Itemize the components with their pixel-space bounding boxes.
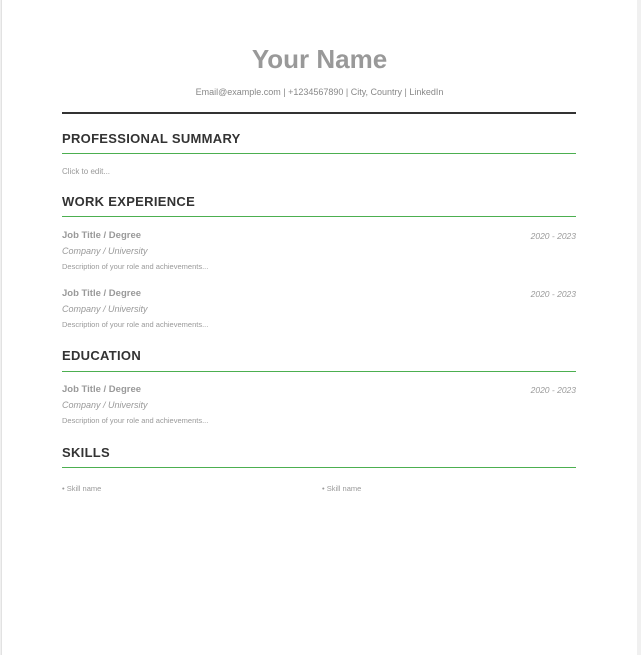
section-heading-summary: PROFESSIONAL SUMMARY <box>62 131 241 146</box>
entry-description[interactable]: Description of your role and achievements... <box>62 262 209 271</box>
section-divider <box>62 153 576 154</box>
section-divider <box>62 216 576 217</box>
education-entry[interactable] <box>62 384 576 434</box>
work-entry[interactable] <box>62 230 576 280</box>
resume-name[interactable]: Your Name <box>251 44 388 74</box>
entry-title[interactable]: Job Title / Degree <box>62 230 142 241</box>
entry-dates[interactable]: 2020 - 2023 <box>530 385 576 395</box>
contact-info[interactable]: Email@example.com | +1234567890 | City, Country | LinkedIn <box>195 87 444 97</box>
entry-company[interactable]: Company / University <box>62 246 148 256</box>
summary-text[interactable]: Click to edit... <box>62 167 111 176</box>
entry-dates[interactable]: 2020 - 2023 <box>530 289 576 299</box>
skill-item[interactable]: • Skill name <box>322 484 362 493</box>
entry-description[interactable]: Description of your role and achievements... <box>62 320 209 329</box>
entry-description[interactable]: Description of your role and achievements... <box>62 416 209 425</box>
entry-company[interactable]: Company / University <box>62 400 148 410</box>
section-heading-skills: SKILLS <box>62 445 111 460</box>
work-entry[interactable] <box>62 288 576 338</box>
section-divider <box>62 371 576 372</box>
skill-item[interactable]: • Skill name <box>62 484 102 493</box>
section-heading-work: WORK EXPERIENCE <box>62 194 196 209</box>
header-divider <box>62 112 576 114</box>
section-heading-education: EDUCATION <box>62 348 142 363</box>
entry-dates[interactable]: 2020 - 2023 <box>530 231 576 241</box>
resume-page <box>1 0 637 655</box>
section-divider <box>62 467 576 468</box>
entry-title[interactable]: Job Title / Degree <box>62 288 142 299</box>
entry-company[interactable]: Company / University <box>62 304 148 314</box>
entry-title[interactable]: Job Title / Degree <box>62 384 142 395</box>
